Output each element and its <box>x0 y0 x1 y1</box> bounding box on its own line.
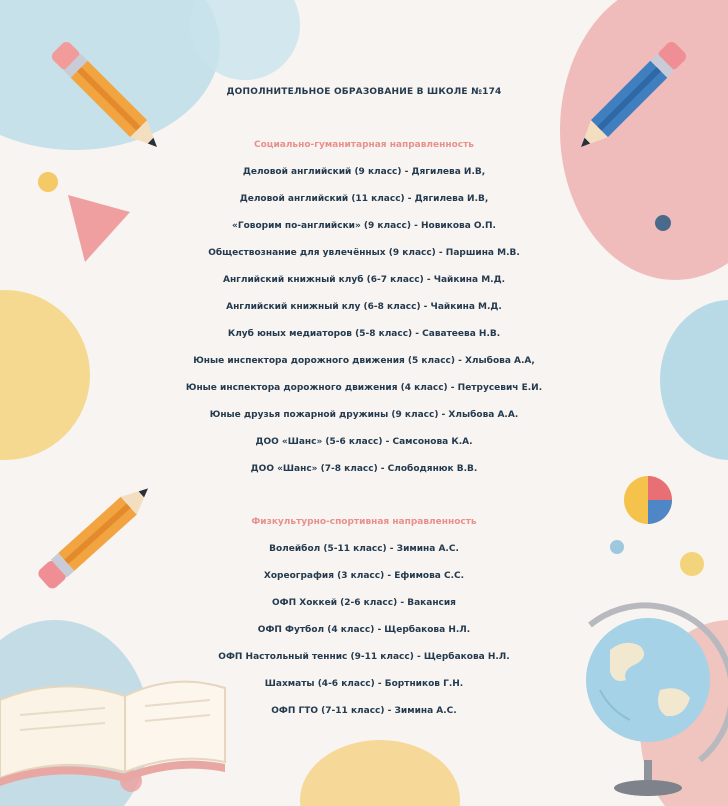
section-heading: Физкультурно-спортивная направленность <box>251 517 477 527</box>
list-item: Английский книжный клуб (6-7 класс) - Чайкина М.Д. <box>222 275 505 285</box>
list-item: Деловой английский (11 класс) - Дягилева И.В, <box>239 194 489 204</box>
list-item: Юные друзья пожарной дружины (9 класс) - Хлыбова А.А. <box>209 410 519 420</box>
list-item: ОФП Футбол (4 класс) - Щербакова Н.Л. <box>257 625 471 635</box>
pencil-icon <box>573 40 689 156</box>
list-item: ДОО «Шанс» (7-8 класс) - Слободянюк В.В. <box>250 464 478 474</box>
list-item: Хореография (3 класс) - Ефимова С.С. <box>263 571 465 581</box>
page-title: ДОПОЛНИТЕЛЬНОЕ ОБРАЗОВАНИЕ В ШКОЛЕ №174 <box>226 87 502 97</box>
list-item: Юные инспектора дорожного движения (5 класс) - Хлыбова А.А, <box>193 356 535 366</box>
list-item: ОФП Настольный теннис (9-11 класс) - Щербакова Н.Л. <box>218 652 510 662</box>
section-heading: Социально-гуманитарная направленность <box>254 140 474 150</box>
list-item: Клуб юных медиаторов (5-8 класс) - Саватеева Н.В. <box>227 329 501 339</box>
list-item: Шахматы (4-6 класс) - Бортников Г.Н. <box>264 679 464 689</box>
list-item: ОФП ГТО (7-11 класс) - Зимина А.С. <box>271 706 457 716</box>
list-item: Волейбол (5-11 класс) - Зимина А.С. <box>269 544 459 554</box>
list-item: Обществознание для увлечённых (9 класс) - Паршина М.В. <box>208 248 520 258</box>
list-item: ДОО «Шанс» (5-6 класс) - Самсонова К.А. <box>255 437 473 447</box>
list-item: Юные инспектора дорожного движения (4 класс) - Петрусевич Е.И. <box>185 383 543 393</box>
book-icon <box>0 682 225 786</box>
pencil-icon <box>50 40 166 156</box>
list-item: «Говорим по-английски» (9 класс) - Новикова О.П. <box>232 221 496 231</box>
list-item: Английский книжный клу (6-8 класс) - Чайкина М.Д. <box>226 302 502 312</box>
list-item: ОФП Хоккей (2-6 класс) - Вакансия <box>272 598 456 608</box>
list-item: Деловой английский (9 класс) - Дягилева И.В, <box>242 167 486 177</box>
